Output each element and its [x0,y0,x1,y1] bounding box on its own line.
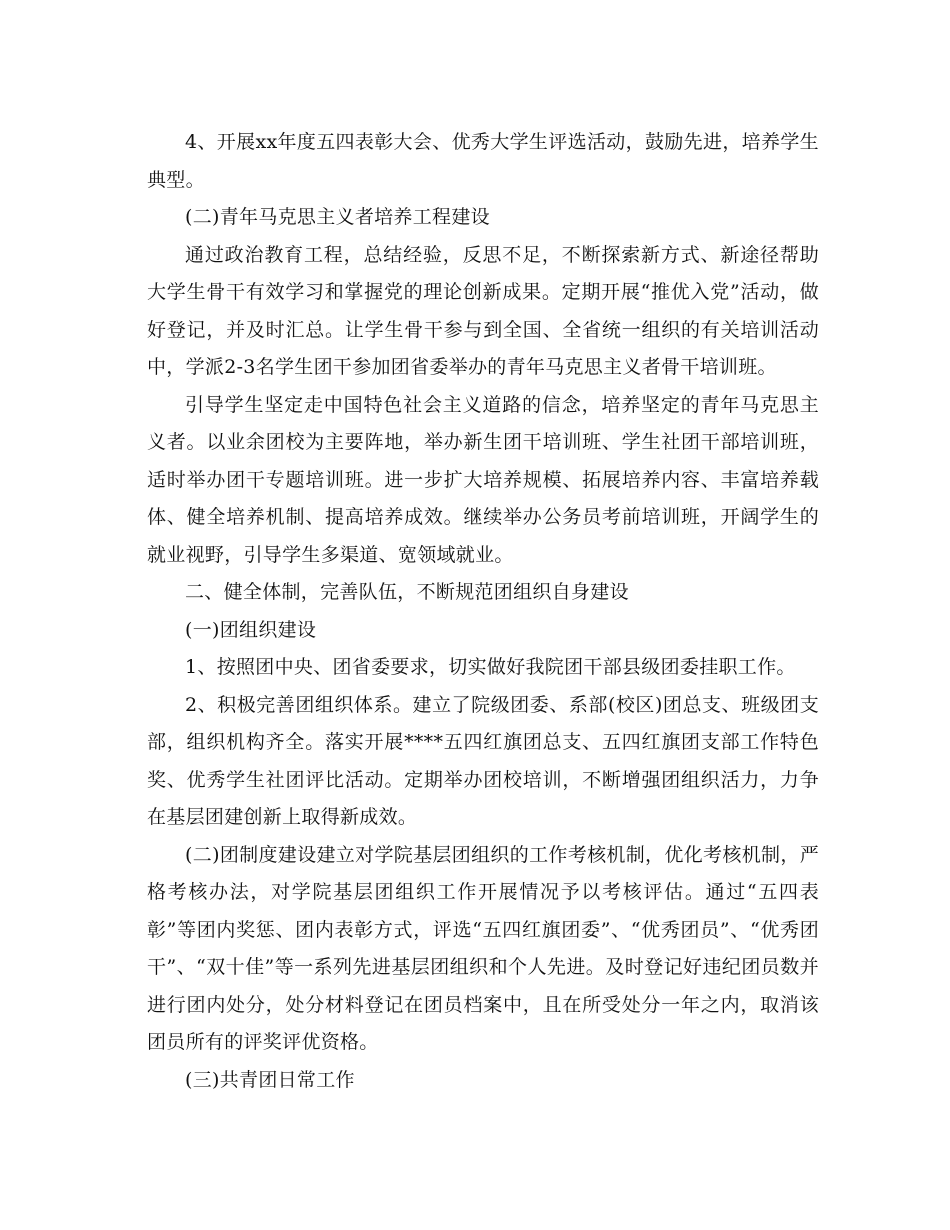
paragraph-political-education: 通过政治教育工程，总结经验，反思不足，不断探索新方式、新途径帮助大学生骨干有效学习和掌握党的理论创新成果。定期开展“推优入党”活动，做好登记，并及时汇总。让学生骨干参与到全国、全省统一组织的有关培训活动中，学派2-3名学生团干参加团省委举办的青年马克思主义者骨干培训班。 [147,243,819,378]
paragraph-system-building: (二)团制度建设建立对学院基层团组织的工作考核机制，优化考核机制，严格考核办法，对学院基层团组织工作开展情况予以考核评估。通过“五四表彰”等团内奖惩、团内表彰方式，评选“五四红旗团委”、“优秀团员”、“优秀团干”、“双十佳”等一系列先进基层团组织和个人先进。及时登记好违纪团员数并进行团内处分，处分材料登记在团员档案中，且在所受处分一年之内，取消该团员所有的评奖评优资格。 [147,843,819,1053]
paragraph-item-4: 4、开展xx年度五四表彰大会、优秀大学生评选活动，鼓励先进，培养学生典型。 [147,131,819,191]
section-heading-daily-work: (三)共青团日常工作 [185,1068,355,1091]
section-heading-system: 二、健全体制，完善队伍，不断规范团组织自身建设 [185,581,629,603]
paragraph-item-1: 1、按照团中央、团省委要求，切实做好我院团干部县级团委挂职工作。 [185,656,796,678]
paragraph-guidance: 引导学生坚定走中国特色社会主义道路的信念，培养坚定的青年马克思主义者。以业余团校为主要阵地，举办新生团干培训班、学生社团干部培训班，适时举办团干专题培训班。进一步扩大培养规模、拓展培养内容、丰富培养载体、健全培养机制、提高培养成效。继续举办公务员考前培训班，开阔学生的就业视野，引导学生多渠道、宽领域就业。 [147,393,819,566]
section-heading-youth-marxist: (二)青年马克思主义者培养工程建设 [185,206,490,228]
section-heading-organization: (一)团组织建设 [185,618,317,641]
document-body [147,124,819,1099]
paragraph-item-2: 2、积极完善团组织体系。建立了院级团委、系部(校区)团总支、班级团支部，组织机构齐全。落实开展****五四红旗团总支、五四红旗团支部工作特色奖、优秀学生社团评比活动。定期举办团校培训，不断增强团组织活力，力争在基层团建创新上取得新成效。 [147,693,819,828]
